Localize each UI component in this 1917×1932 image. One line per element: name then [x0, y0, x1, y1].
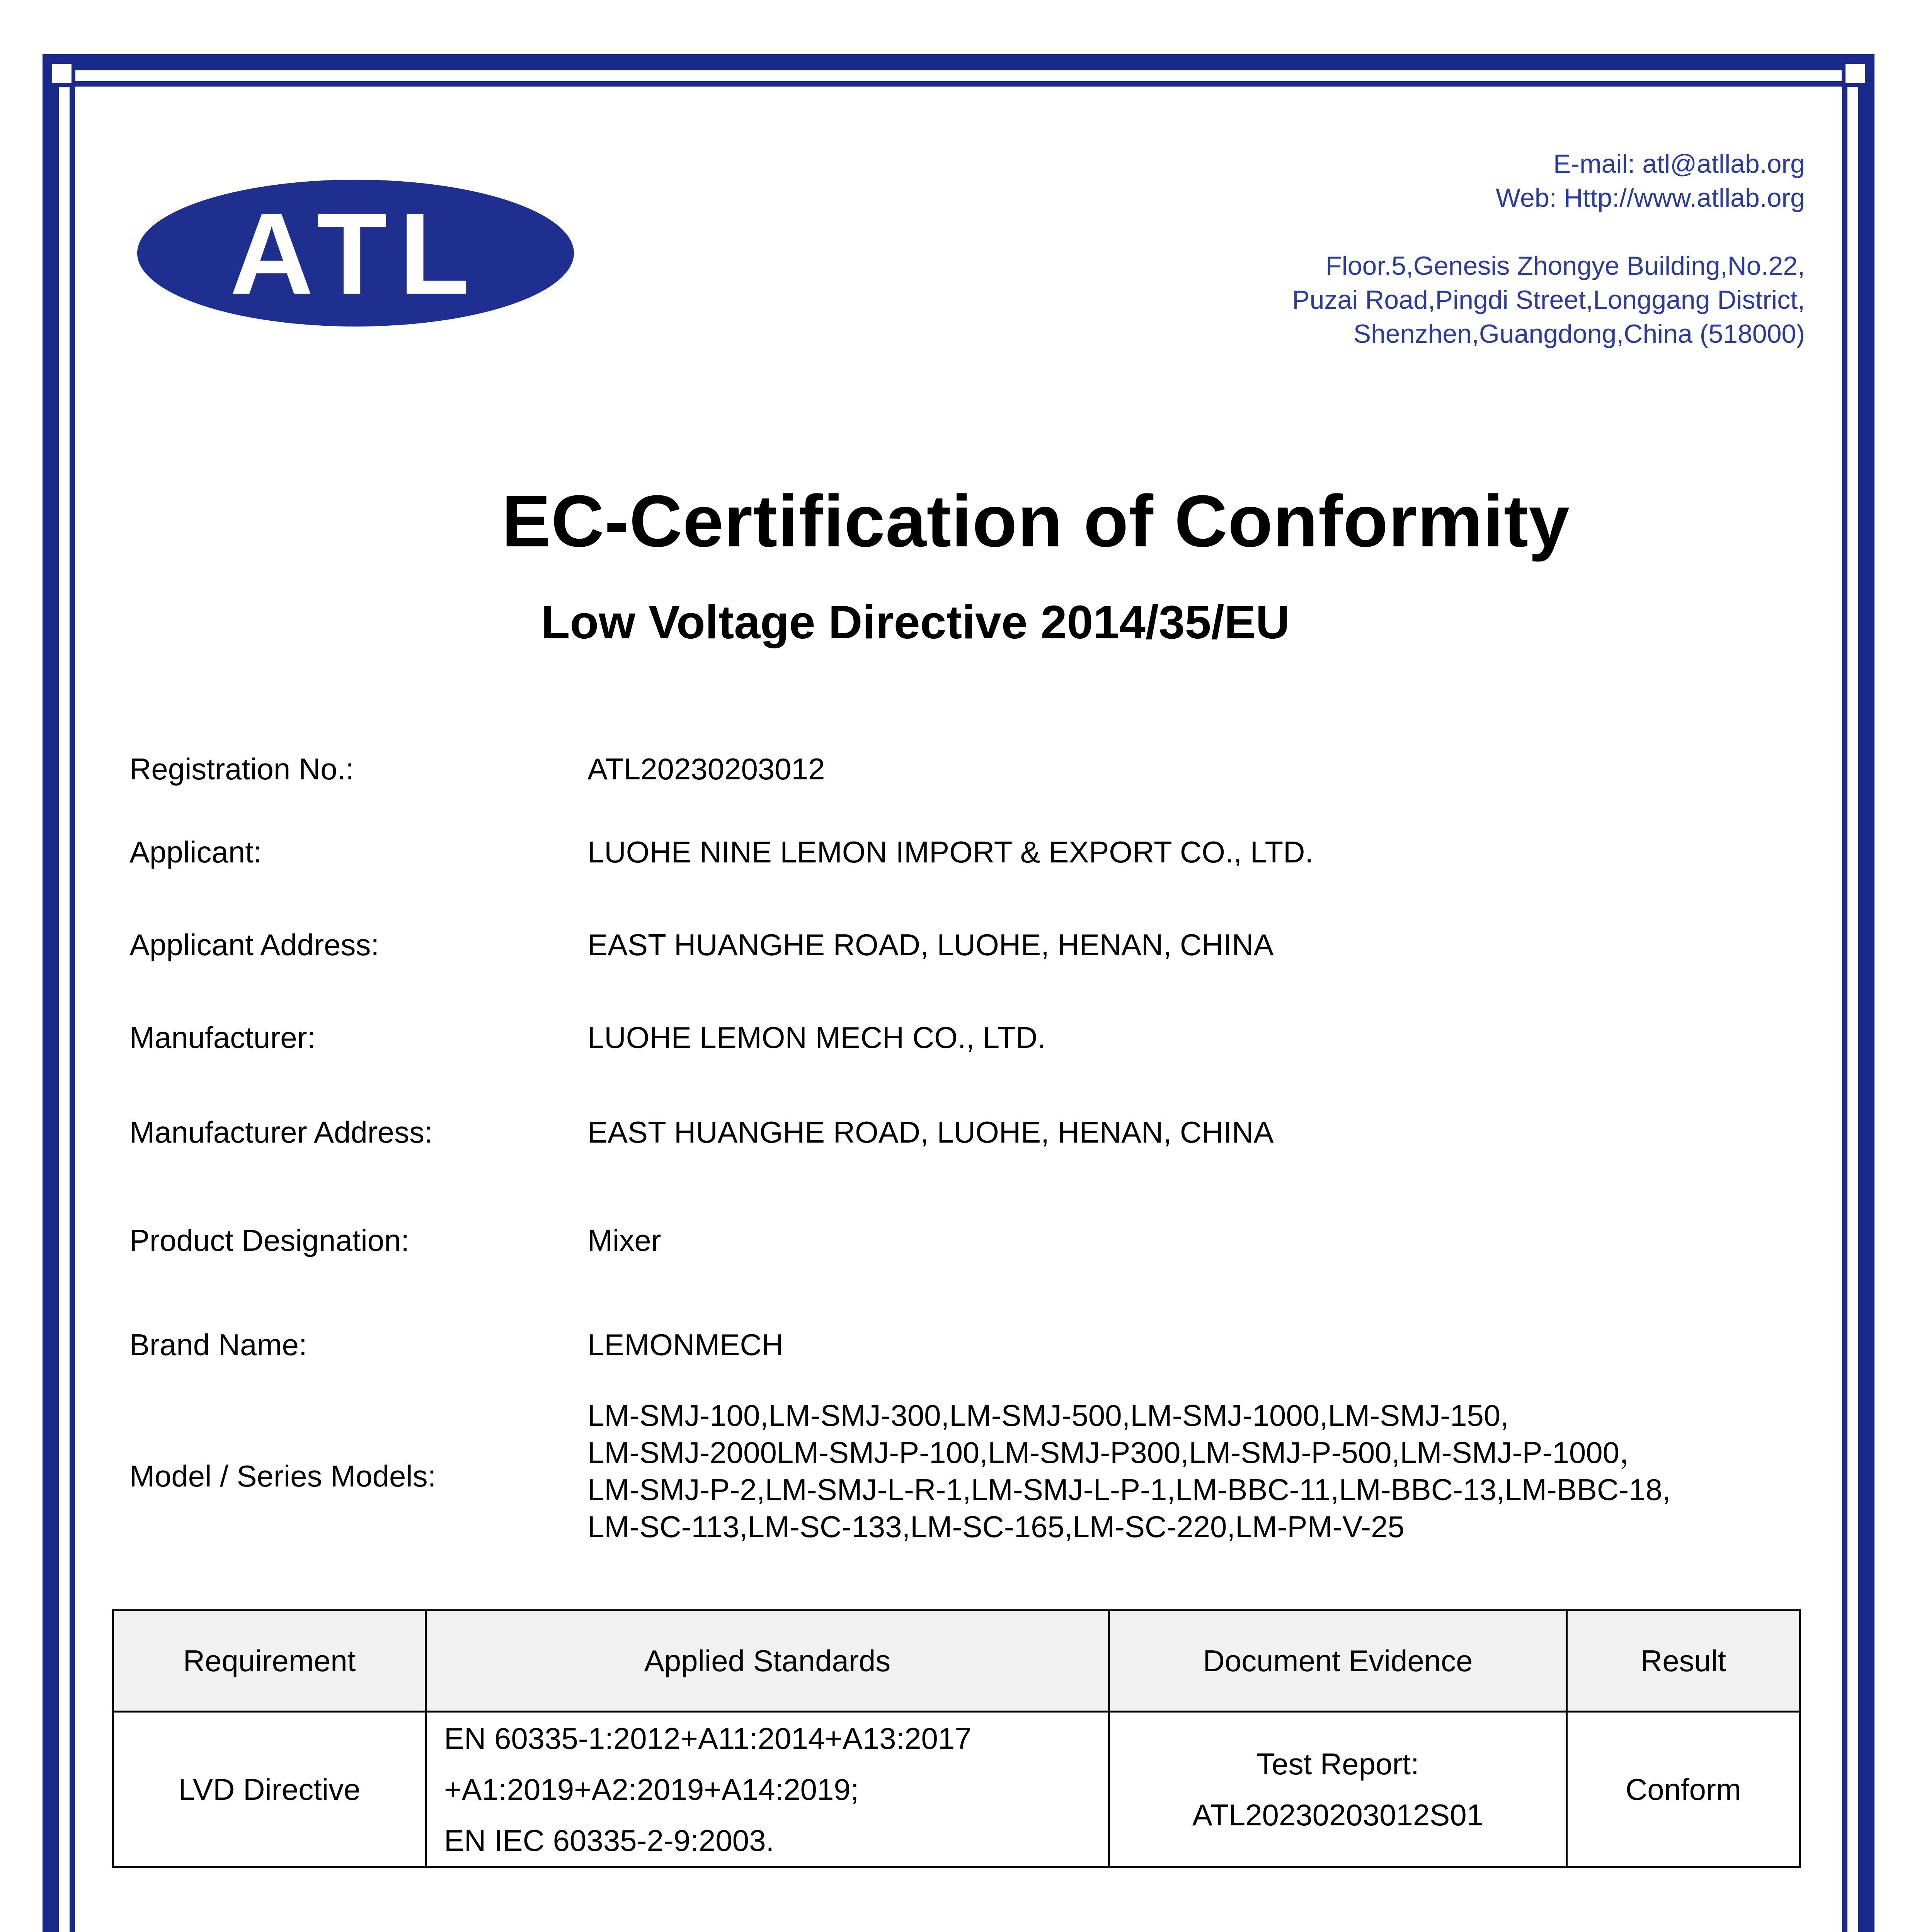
certificate-title: EC-Certification of Conformity — [502, 480, 1570, 562]
model-line: LM-SMJ-100,LM-SMJ-300,LM-SMJ-500,LM-SMJ-1000,LM-SMJ-150, — [587, 1398, 1509, 1432]
manufacturer-value: LUOHE LEMON MECH CO., LTD. — [587, 1020, 1046, 1054]
contact-address-line: Floor.5,Genesis Zhongye Building,No.22, — [1326, 251, 1805, 281]
product-designation-value: Mixer — [587, 1223, 661, 1257]
model-line: LM-SMJ-P-2,LM-SMJ-L-R-1,LM-SMJ-L-P-1,LM-BBC-11,LM-BBC-13,LM-BBC-18, — [587, 1473, 1671, 1507]
result-cell: Conform — [1566, 1712, 1800, 1867]
contact-address-line: Shenzhen,Guangdong,China (518000) — [1353, 319, 1805, 349]
applicant-address-value: EAST HUANGHE ROAD, LUOHE, HENAN, CHINA — [587, 928, 1274, 962]
applied-standards-cell — [426, 1712, 1109, 1867]
contact-email: E-mail: atl@atllab.org — [1553, 149, 1805, 179]
models-label: Model / Series Models: — [129, 1459, 436, 1493]
registration-label: Registration No.: — [129, 752, 354, 786]
table-header-row — [113, 1611, 1800, 1712]
product-designation-label: Product Designation: — [129, 1223, 410, 1257]
standards-table — [112, 1609, 1801, 1868]
table-header: Document Evidence — [1109, 1611, 1567, 1712]
manufacturer-address-value: EAST HUANGHE ROAD, LUOHE, HENAN, CHINA — [587, 1115, 1274, 1149]
certificate-subtitle: Low Voltage Directive 2014/35/EU — [541, 596, 1290, 648]
evidence-line: Test Report: — [1256, 1747, 1419, 1781]
model-line: LM-SMJ-2000LM-SMJ-P-100,LM-SMJ-P300,LM-SMJ-P-500,LM-SMJ-P-1000， — [587, 1435, 1650, 1469]
applicant-value: LUOHE NINE LEMON IMPORT & EXPORT CO., LTD. — [587, 835, 1314, 869]
brand-name-label: Brand Name: — [129, 1328, 307, 1362]
contact-web: Web: Http://www.atllab.org — [1496, 183, 1805, 213]
manufacturer-address-label: Manufacturer Address: — [129, 1115, 433, 1149]
brand-name-value: LEMONMECH — [587, 1328, 784, 1362]
applicant-label: Applicant: — [129, 835, 262, 869]
standard-line: EN 60335-1:2012+A11:2014+A13:2017 — [444, 1721, 972, 1755]
logo-text: ATL — [230, 189, 482, 318]
border-corner — [1842, 60, 1869, 87]
table-header: Result — [1566, 1611, 1800, 1712]
standard-line: EN IEC 60335-2-9:2003. — [444, 1823, 775, 1857]
border-corner — [48, 60, 75, 87]
table-header: Requirement — [113, 1611, 426, 1712]
atl-logo — [135, 178, 576, 328]
models-value — [587, 1397, 1671, 1545]
contact-block — [1292, 147, 1805, 351]
table-header: Applied Standards — [426, 1611, 1109, 1712]
requirement-cell: LVD Directive — [113, 1712, 426, 1867]
evidence-line: ATL20230203012S01 — [1192, 1798, 1484, 1832]
applicant-address-label: Applicant Address: — [129, 928, 380, 962]
document-evidence-cell — [1109, 1712, 1567, 1867]
manufacturer-label: Manufacturer: — [129, 1020, 316, 1054]
standard-line: +A1:2019+A2:2019+A14:2019; — [444, 1772, 859, 1806]
model-line: LM-SC-113,LM-SC-133,LM-SC-165,LM-SC-220,LM-PM-V-25 — [587, 1510, 1405, 1544]
table-row — [113, 1712, 1800, 1867]
registration-value: ATL20230203012 — [587, 752, 825, 786]
contact-address-line: Puzai Road,Pingdi Street,Longgang District, — [1292, 285, 1805, 315]
